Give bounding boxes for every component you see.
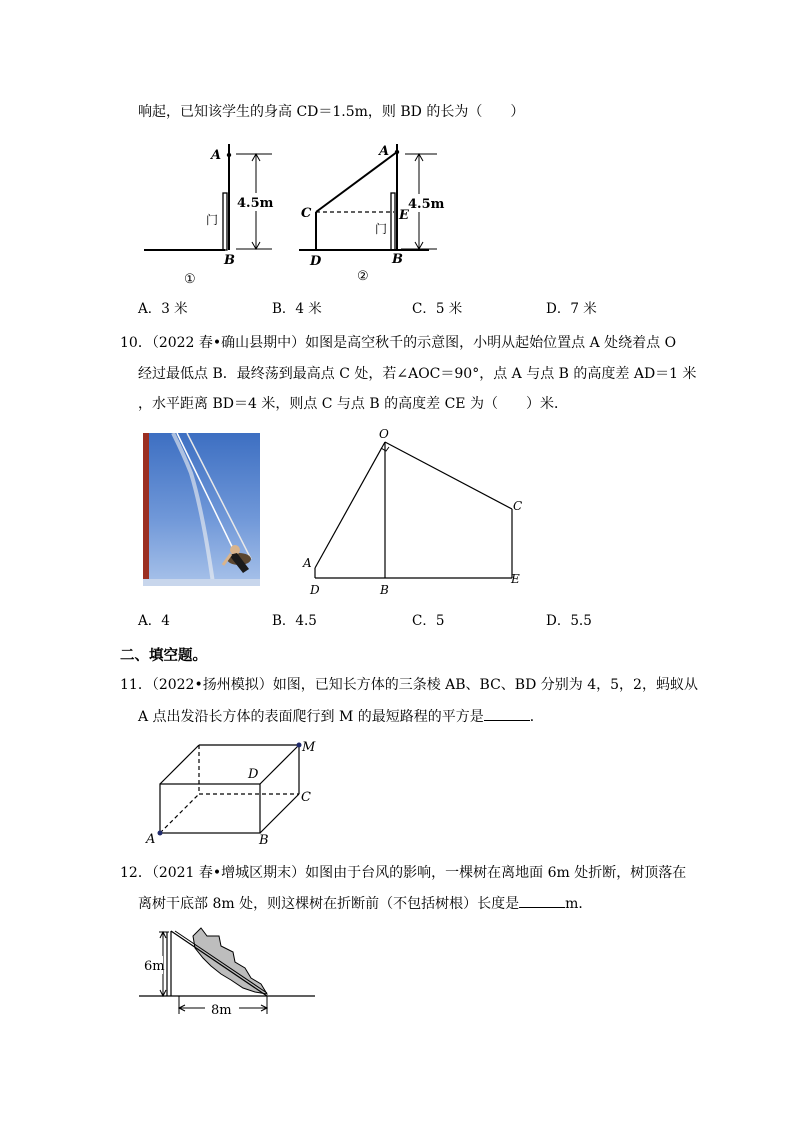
- fig2-label-B: B: [392, 252, 403, 267]
- q10-label-D: D: [310, 583, 320, 597]
- q10-label-E: E: [511, 572, 520, 586]
- q10-option-d[interactable]: D．5.5: [546, 613, 592, 629]
- q10-label-A: A: [303, 556, 312, 570]
- fig2-label-D: D: [310, 254, 322, 269]
- q12-width-label: 8m: [211, 1003, 232, 1018]
- fig2-door-label: 门: [375, 222, 388, 236]
- fig2-label-A: A: [379, 144, 390, 159]
- q11-stem-text: A 点出发沿长方体的表面爬行到 M 的最短路程的平方是: [138, 709, 484, 725]
- q12-stem-end: m．: [565, 896, 593, 912]
- q10-label-C: C: [513, 499, 523, 513]
- q11-label-C: C: [301, 790, 311, 805]
- q11-stem-line-2: [138, 706, 544, 727]
- q9-option-d[interactable]: D．7 米: [546, 301, 597, 317]
- section-fill-in-title: 二、填空题。: [120, 647, 207, 664]
- q11-label-M: M: [302, 740, 316, 755]
- fig1-label-B: B: [224, 253, 235, 268]
- fig1-number: ①: [184, 272, 196, 287]
- fig1-height-label: 4.5m: [237, 196, 274, 211]
- q10-stem-line-3: ，水平距离 BD＝4 米，则点 C 与点 B 的高度差 CE 为（ ）米．: [138, 396, 568, 412]
- q10-swing-diagram: [300, 428, 540, 603]
- fig2-height-label: 4.5m: [408, 197, 445, 212]
- q10-option-c[interactable]: C．5: [412, 613, 445, 629]
- fig2-label-E: E: [399, 208, 409, 223]
- q12-stem-line-1: 12．（2021 春•增城区期末）如图由于台风的影响，一棵树在离地面 6m 处折断，树顶落在: [120, 865, 687, 881]
- q10-stem-line-1: 10．（2022 春•确山县期中）如图是高空秋千的示意图，小明从起始位置点 A 处绕着点 O: [120, 335, 677, 351]
- q10-label-B: B: [380, 583, 389, 597]
- q11-answer-blank[interactable]: [484, 706, 530, 721]
- q11-label-D: D: [248, 767, 259, 782]
- q11-stem-line-1: 11．（2022•扬州模拟）如图，已知长方体的三条棱 AB、BC、BD 分别为 4，5，2，蚂蚁从: [120, 677, 698, 693]
- q9-option-a[interactable]: A．3 米: [138, 301, 188, 317]
- q12-stem-line-2: [138, 893, 592, 914]
- q9-figure-2: [295, 138, 445, 288]
- q10-option-a[interactable]: A．4: [138, 613, 170, 629]
- q10-option-b[interactable]: B．4.5: [272, 613, 317, 629]
- q9-option-b[interactable]: B．4 米: [272, 301, 322, 317]
- q12-answer-blank[interactable]: [519, 893, 565, 908]
- fig1-label-A: A: [211, 148, 222, 163]
- q9-stem-line: 响起，已知该学生的身高 CD＝1.5m，则 BD 的长为（ ）: [138, 104, 525, 120]
- q12-tree-diagram: [135, 922, 325, 1022]
- q12-stem-text: 离树干底部 8m 处，则这棵树在折断前（不包括树根）长度是: [138, 896, 520, 912]
- q9-figure-1: [140, 138, 290, 288]
- fig1-door-label: 门: [206, 213, 219, 227]
- q9-option-c[interactable]: C．5 米: [412, 301, 463, 317]
- q11-label-A: A: [146, 832, 156, 847]
- swing-photo: [143, 433, 260, 586]
- q12-height-label: 6m: [144, 959, 165, 974]
- fig2-label-C: C: [301, 206, 312, 221]
- q10-label-O: O: [379, 427, 389, 441]
- q10-stem-line-2: 经过最低点 B．最终荡到最高点 C 处，若∠AOC＝90°，点 A 与点 B 的高度差 AD＝1 米: [138, 366, 697, 382]
- q11-stem-end: ．: [529, 709, 544, 725]
- fig2-number: ②: [357, 269, 369, 284]
- q11-cuboid-diagram: [140, 736, 330, 848]
- q11-label-B: B: [259, 833, 269, 848]
